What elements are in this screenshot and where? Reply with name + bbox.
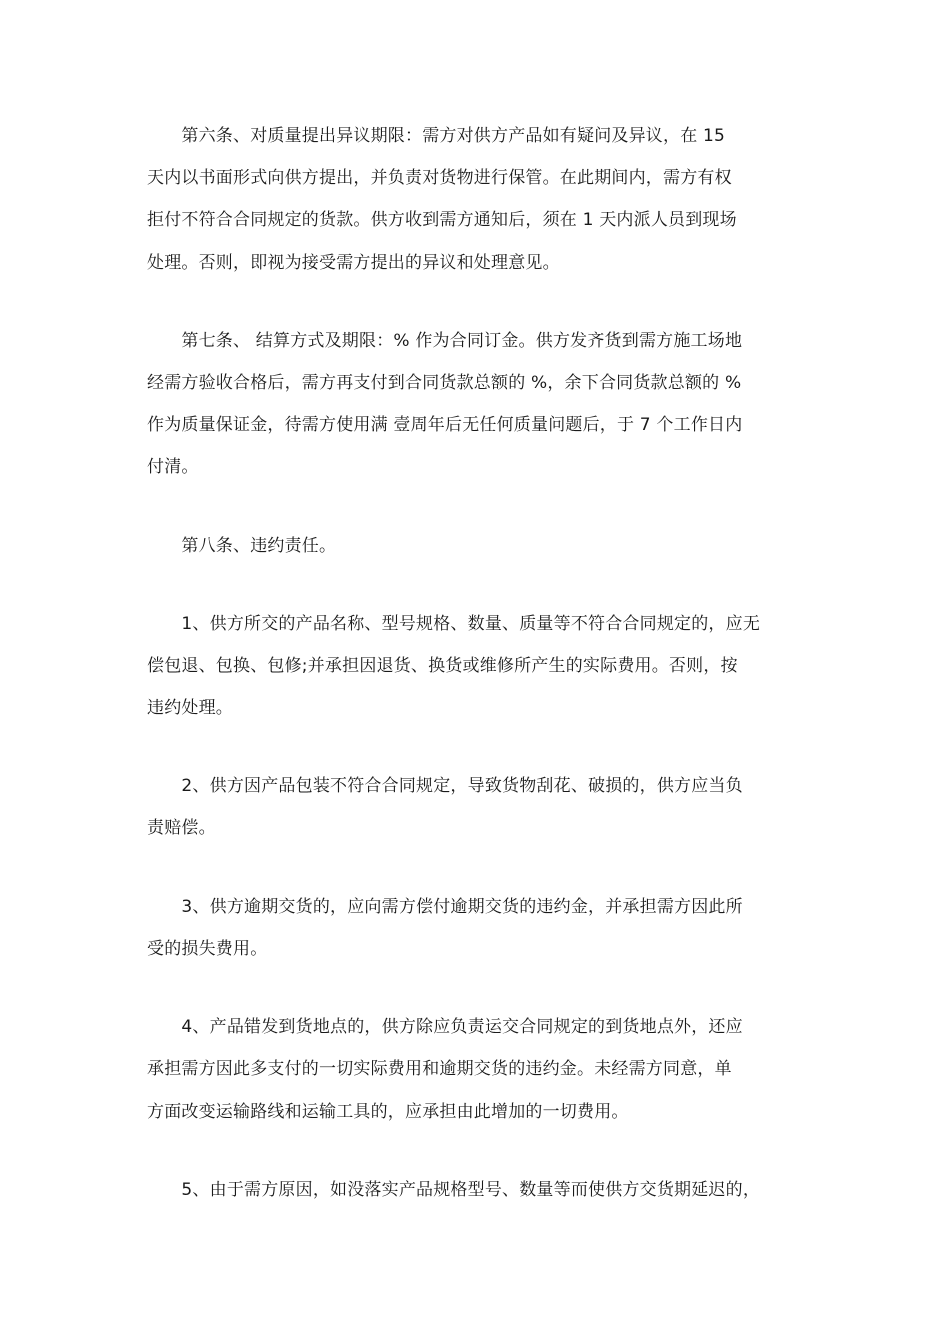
text-line: 付清。 xyxy=(147,457,199,477)
text-line: 3、供方逾期交货的，应向需方偿付逾期交货的违约金，并承担需方因此所 xyxy=(147,897,743,917)
text-line: 责赔偿。 xyxy=(147,818,216,838)
text-line: 2、供方因产品包装不符合合同规定，导致货物刮花、破损的，供方应当负 xyxy=(147,776,743,796)
text-line: 违约处理。 xyxy=(147,698,233,718)
text-line: 经需方验收合格后，需方再支付到合同货款总额的 %，余下合同货款总额的 % xyxy=(147,373,742,393)
text-line: 偿包退、包换、包修;并承担因退货、换货或维修所产生的实际费用。否则，按 xyxy=(147,656,738,676)
text-line: 天内以书面形式向供方提出，并负责对货物进行保管。在此期间内，需方有权 xyxy=(147,168,732,188)
text-line: 拒付不符合合同规定的货款。供方收到需方通知后，须在 1 天内派人员到现场 xyxy=(147,210,737,230)
text-line: 承担需方因此多支付的一切实际费用和逾期交货的违约金。未经需方同意，单 xyxy=(147,1059,732,1079)
text-line: 方面改变运输路线和运输工具的，应承担由此增加的一切费用。 xyxy=(147,1102,629,1122)
text-line: 4、产品错发到货地点的，供方除应负责运交合同规定的到货地点外，还应 xyxy=(147,1017,743,1037)
text-line: 5、由于需方原因，如没落实产品规格型号、数量等而使供方交货期延迟的， xyxy=(147,1180,761,1200)
text-line: 第六条、对质量提出异议期限：需方对供方产品如有疑问及异议，在 15 xyxy=(147,126,726,146)
text-line: 1、供方所交的产品名称、型号规格、数量、质量等不符合合同规定的，应无 xyxy=(147,614,761,634)
text-line: 第八条、违约责任。 xyxy=(147,536,337,556)
text-line: 第七条、 结算方式及期限：% 作为合同订金。供方发齐货到需方施工场地 xyxy=(147,331,743,351)
text-line: 处理。否则，即视为接受需方提出的异议和处理意见。 xyxy=(147,253,560,273)
text-line: 作为质量保证金，待需方使用满 壹周年后无任何质量问题后，于 7 个工作日内 xyxy=(147,415,743,435)
text-line: 受的损失费用。 xyxy=(147,939,268,959)
